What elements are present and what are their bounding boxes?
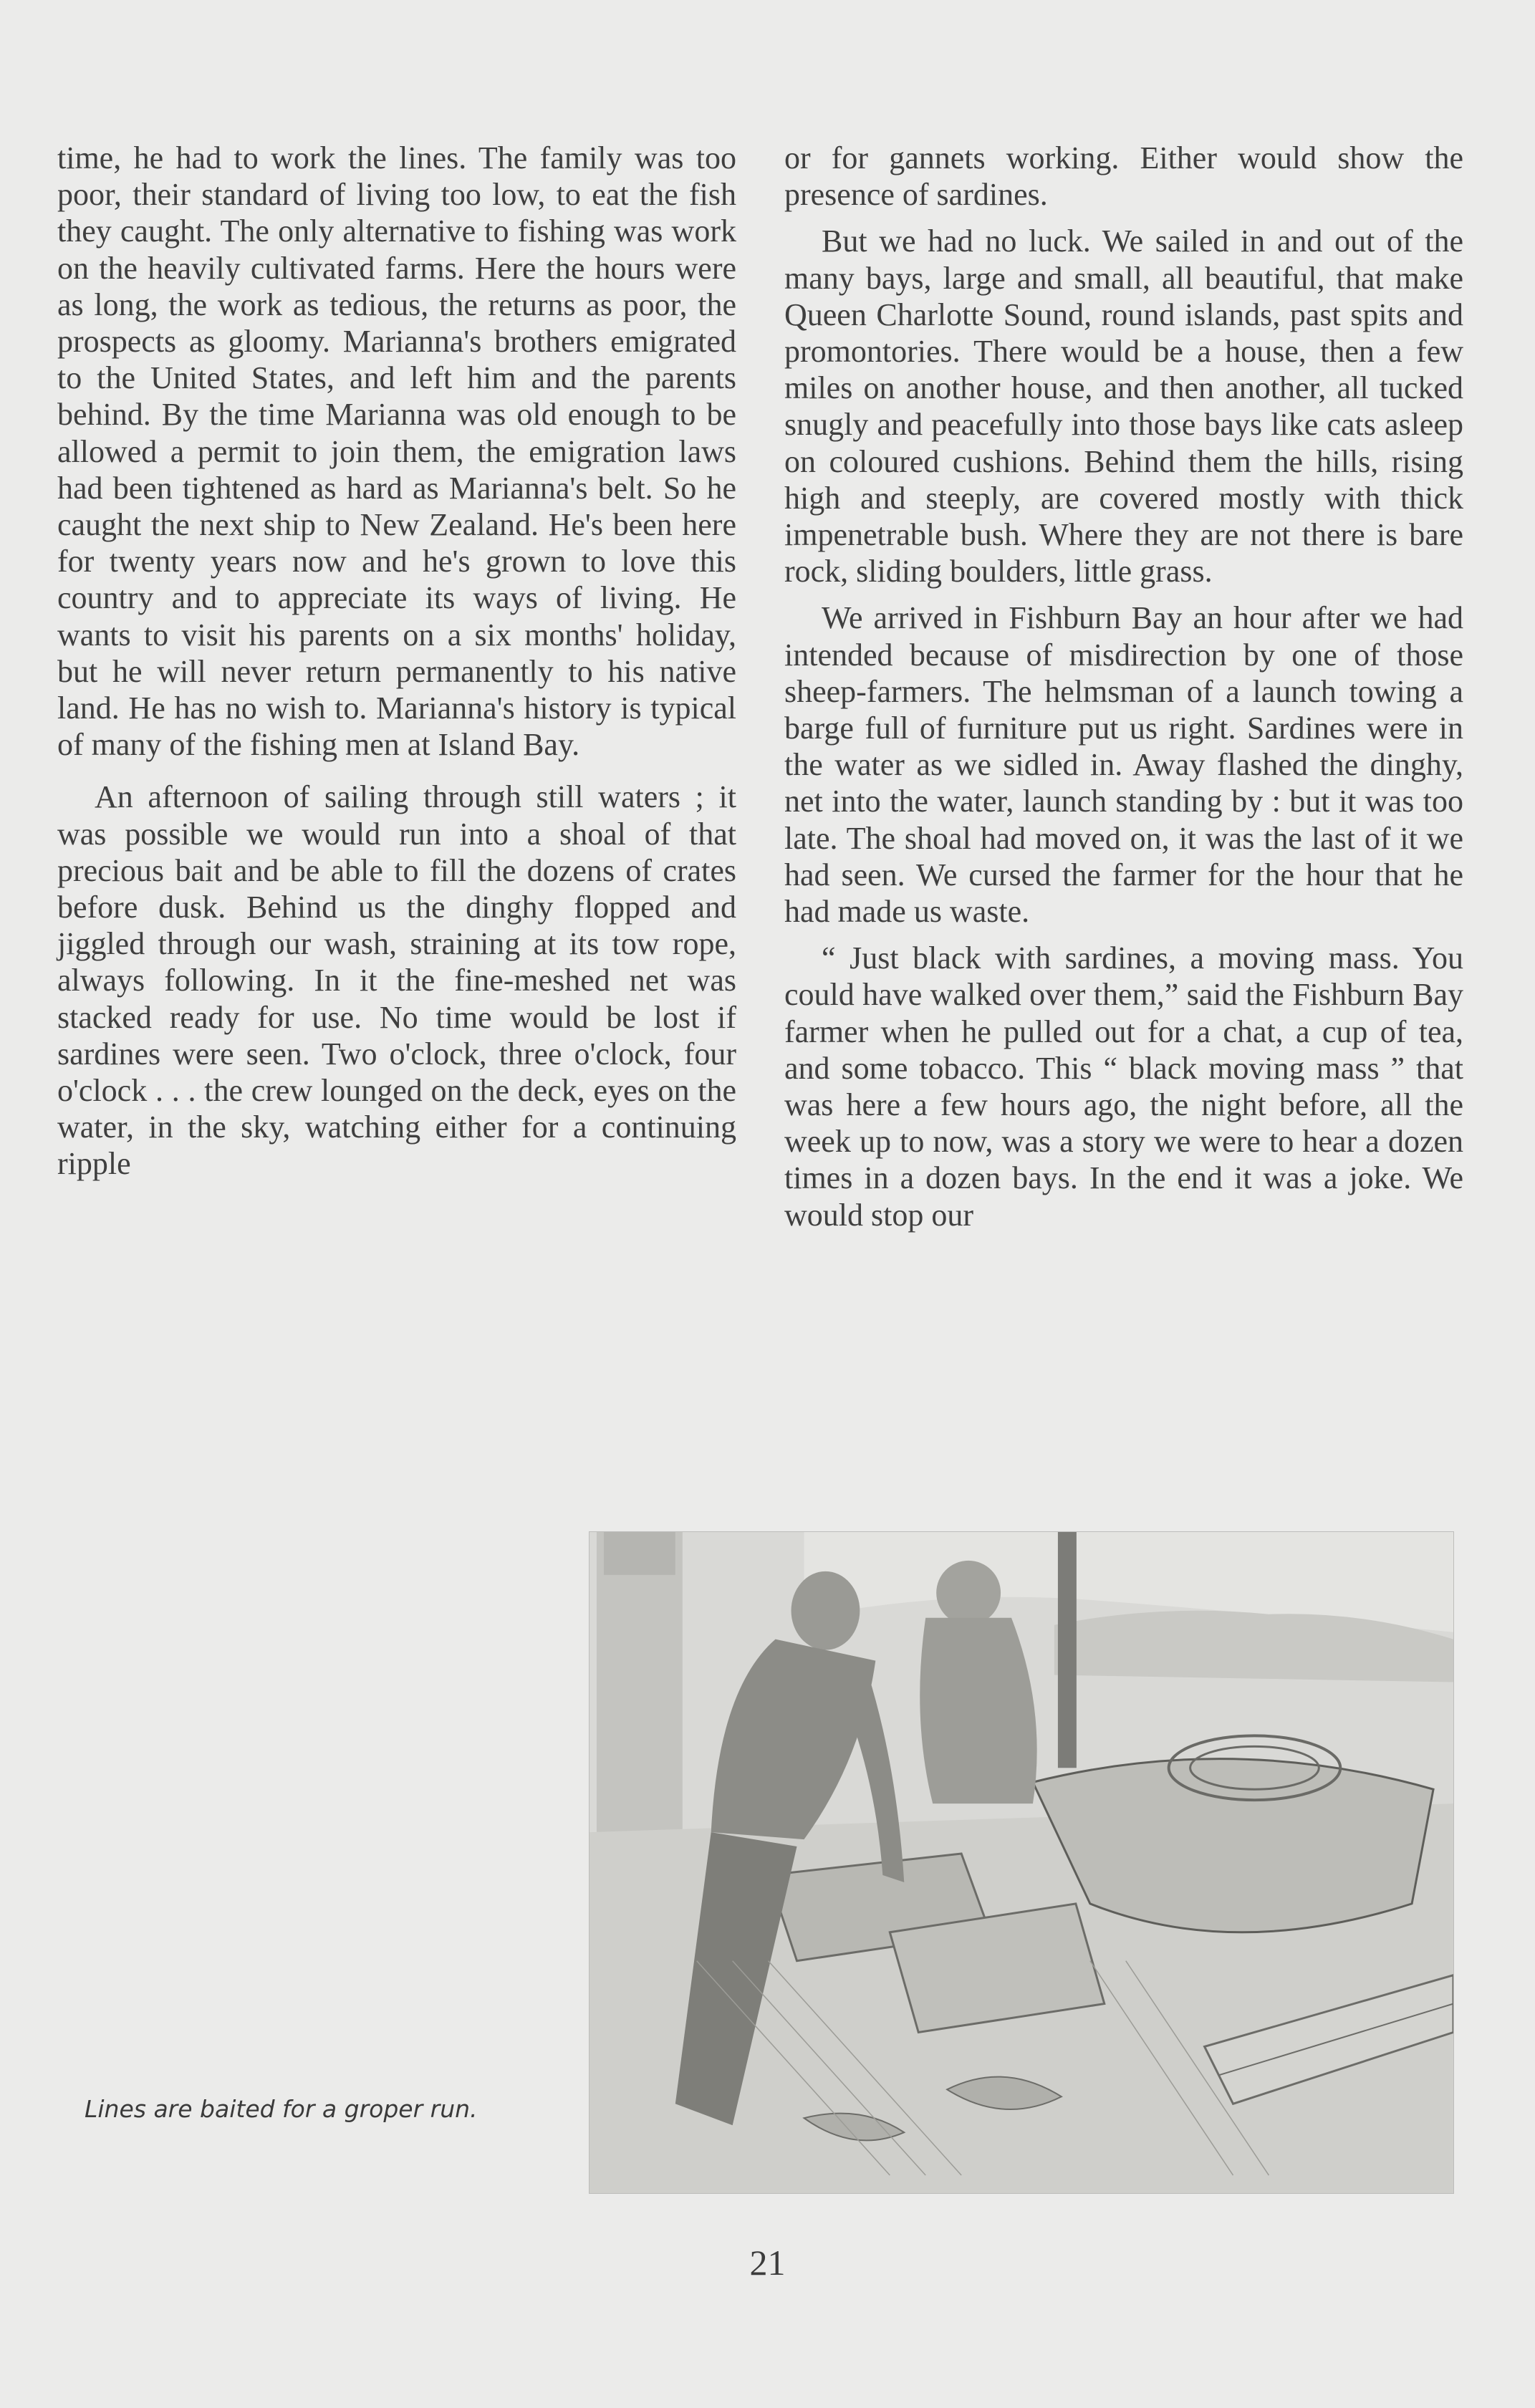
figure-caption: Lines are baited for a groper run. — [85, 2095, 478, 2123]
fisherman-1-body — [711, 1639, 876, 1839]
fisherman-2-head — [936, 1561, 1001, 1625]
right-text-column — [784, 140, 1463, 1233]
right-paragraph-4: “ Just black with sardines, a moving mass. You could have walked over them,” said the Fishburn Bay farmer when he pulled out for a chat, a cup of tea, and some tobacco. This “ black moving mass ” that was here a few hours ago, the night before, all the week up to now, was a story we were to hear a dozen times in a dozen bays. In the end it was a joke. We would stop our — [784, 940, 1463, 1233]
left-paragraph-2: An afternoon of sailing through still waters ; it was possible we would run into a shoal of that precious bait and be able to fill the dozens of crates before dusk. Behind us the dinghy flopped and jiggled through our wash, straining at its tow rope, always following. In it the fine-meshed net was stacked ready for use. No time would be lost if sardines were seen. Two o'clock, three o'clock, four o'clock . . . the crew lounged on the deck, eyes on the water, in the sky, watching either for a continuing ripple — [57, 779, 736, 1182]
fisherman-1-head — [791, 1571, 860, 1650]
left-paragraph-1: time, he had to work the lines. The family was too poor, their standard of living too low, to eat the fish they caught. The only alternative to fishing was work on the heavily cultivated farms. Here the hours were as long, the work as tedious, the returns as poor, the prospects as gloomy. Marianna's brothers emigrated to the United States, and left him and the parents behind. By the time Marianna was old enough to be allowed a permit to join them, the emigration laws had been tightened as hard as Marianna's belt. So he caught the next ship to New Zealand. He's been here for twenty years now and he's grown to love this country and to appreciate its ways of living. He wants to visit his parents on a six months' holiday, but he will never return permanently to his native land. He has no wish to. Marianna's history is typical of many of the fishing men at Island Bay. — [57, 140, 736, 763]
illustration-fishermen-baiting-lines — [589, 1531, 1454, 2194]
right-paragraph-3: We arrived in Fishburn Bay an hour after we had intended because of misdirection by one of those sheep-farmers. The helmsman of a launch towing a barge full of furniture put us right. Sardines were in the water as we sidled in. Away flashed the dinghy, net into the water, launch standing by : but it was too late. The shoal had moved on, it was the last of it we had seen. We cursed the farmer for the hour that he had made us waste. — [784, 600, 1463, 930]
fisherman-2-body — [920, 1618, 1036, 1803]
right-paragraph-1: or for gannets working. Either would show the presence of sardines. — [784, 140, 1463, 213]
cabin-top — [604, 1532, 675, 1575]
page-number: 21 — [749, 2243, 786, 2283]
left-text-column — [57, 140, 736, 1183]
mast — [1058, 1532, 1077, 1768]
sketch-drawing — [590, 1532, 1453, 2193]
right-paragraph-2: But we had no luck. We sailed in and out of the many bays, large and small, all beautiful, that make Queen Charlotte Sound, round islands, past spits and promontories. There would be a house, then a few miles on another house, and then another, all tucked snugly and peacefully into those bays like cats asleep on coloured cushions. Behind them the hills, rising high and steeply, are covered mostly with thick impenetrable bush. Where they are not there is bare rock, sliding boulders, little grass. — [784, 223, 1463, 589]
